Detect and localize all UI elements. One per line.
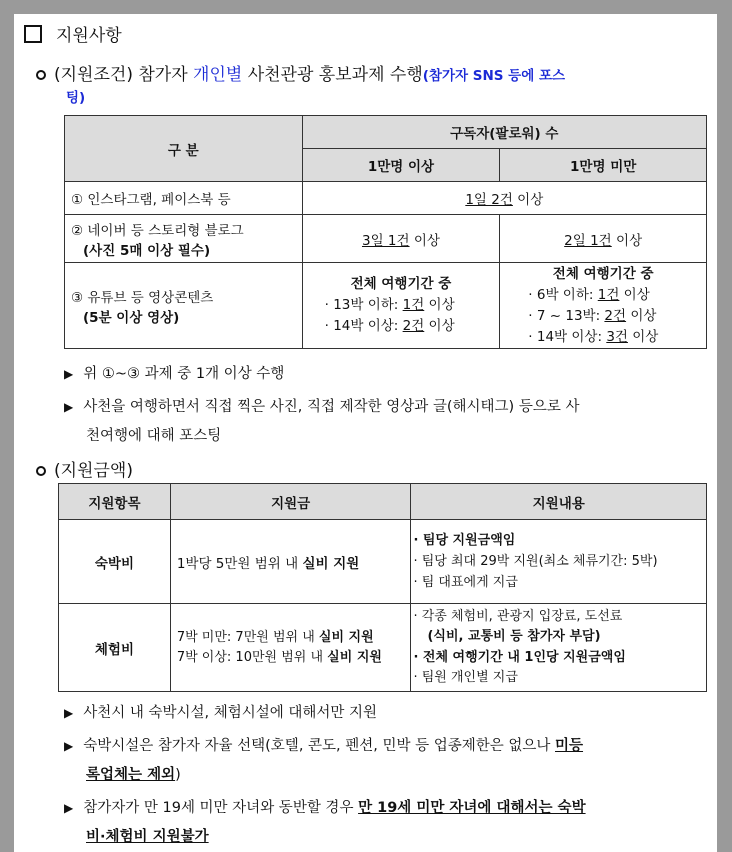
row-label: ② 네이버 등 스토리형 블로그 (사진 5매 이상 필수) [65, 215, 303, 263]
table-row [65, 215, 707, 263]
header-gubun: 구 분 [65, 116, 303, 182]
header-over-10k: 1만명 이상 [302, 149, 500, 182]
bullet-item: ▶ 참가자가 만 19세 미만 자녀와 동반할 경우 만 19세 미만 자녀에 대해서는 숙박 비·체험비 지원불가 [64, 794, 710, 852]
triangle-bullet-icon: ▶ [64, 801, 74, 815]
triangle-bullet-icon: ▶ [64, 367, 74, 381]
heading-text: 지원사항 [56, 26, 122, 46]
row-value: 3일 1건 이상 [302, 215, 500, 263]
row-content: · 각종 체험비, 관광지 입장료, 도선료 (식비, 교통비 등 참가자 부담) · 전체 여행기간 내 1인당 지원금액임 · 팀원 개인별 지급 [411, 604, 707, 692]
bullet-item: ▶ 위 ①~③ 과제 중 1개 이상 수행 [64, 360, 284, 389]
amount-title: (지원금액) [36, 456, 133, 481]
row-value: 1일 2건 이상 [302, 182, 706, 215]
header-followers: 구독자(팔로워) 수 [302, 116, 706, 149]
row-amount: 1박당 5만원 범위 내 실비 지원 [170, 520, 411, 604]
circle-bullet-icon [36, 70, 46, 80]
row-value: 전체 여행기간 중 · 6박 이하: 1건 이상 · 7 ~ 13박: 2건 이상 · 14박 이상: 3건 이상 [500, 263, 707, 349]
header-item: 지원항목 [59, 484, 171, 520]
section-heading [24, 21, 122, 46]
row-item: 체험비 [59, 604, 171, 692]
bullet-item: ▶ 사천시 내 숙박시설, 체험시설에 대해서만 지원 [64, 699, 377, 728]
header-amount: 지원금 [170, 484, 411, 520]
bullet-item: ▶ 숙박시설은 참가자 자율 선택(호텔, 콘도, 펜션, 민박 등 업종제한은 없으나 미등 록업체는 제외) [64, 732, 710, 790]
amount-table [58, 483, 707, 692]
row-value: 2일 1건 이상 [500, 215, 707, 263]
row-label: ① 인스타그램, 페이스북 등 [65, 182, 303, 215]
triangle-bullet-icon: ▶ [64, 739, 74, 753]
condition-title-note: 팅) [66, 90, 86, 106]
checkbox-square-icon [24, 25, 42, 43]
row-value: 전체 여행기간 중 · 13박 이하: 1건 이상 · 14박 이상: 2건 이상 [302, 263, 500, 349]
table-row [65, 263, 707, 349]
task-table [64, 115, 707, 349]
triangle-bullet-icon: ▶ [64, 706, 74, 720]
table-row [59, 520, 707, 604]
row-content: · 팀당 지원금액임 · 팀당 최대 29박 지원(최소 체류기간: 5박) · 팀 대표에게 지급 [411, 520, 707, 604]
header-under-10k: 1만명 미만 [500, 149, 707, 182]
header-content: 지원내용 [411, 484, 707, 520]
table-row [65, 182, 707, 215]
bullet-item: ▶ 사천을 여행하면서 직접 찍은 사진, 직접 제작한 영상과 글(해시태그) 등으로 사 천여행에 대해 포스팅 [64, 393, 710, 451]
circle-bullet-icon [36, 466, 46, 476]
document-page [14, 14, 717, 852]
row-label: ③ 유튜브 등 영상콘텐츠 (5분 이상 영상) [65, 263, 303, 349]
row-item: 숙박비 [59, 520, 171, 604]
row-amount: 7박 미만: 7만원 범위 내 실비 지원 7박 이상: 10만원 범위 내 실비 지원 [170, 604, 411, 692]
triangle-bullet-icon: ▶ [64, 400, 74, 414]
table-row [59, 604, 707, 692]
condition-title: (지원조건) 참가자 개인별 사천관광 홍보과제 수행(참가자 SNS 등에 포스 [36, 60, 565, 85]
